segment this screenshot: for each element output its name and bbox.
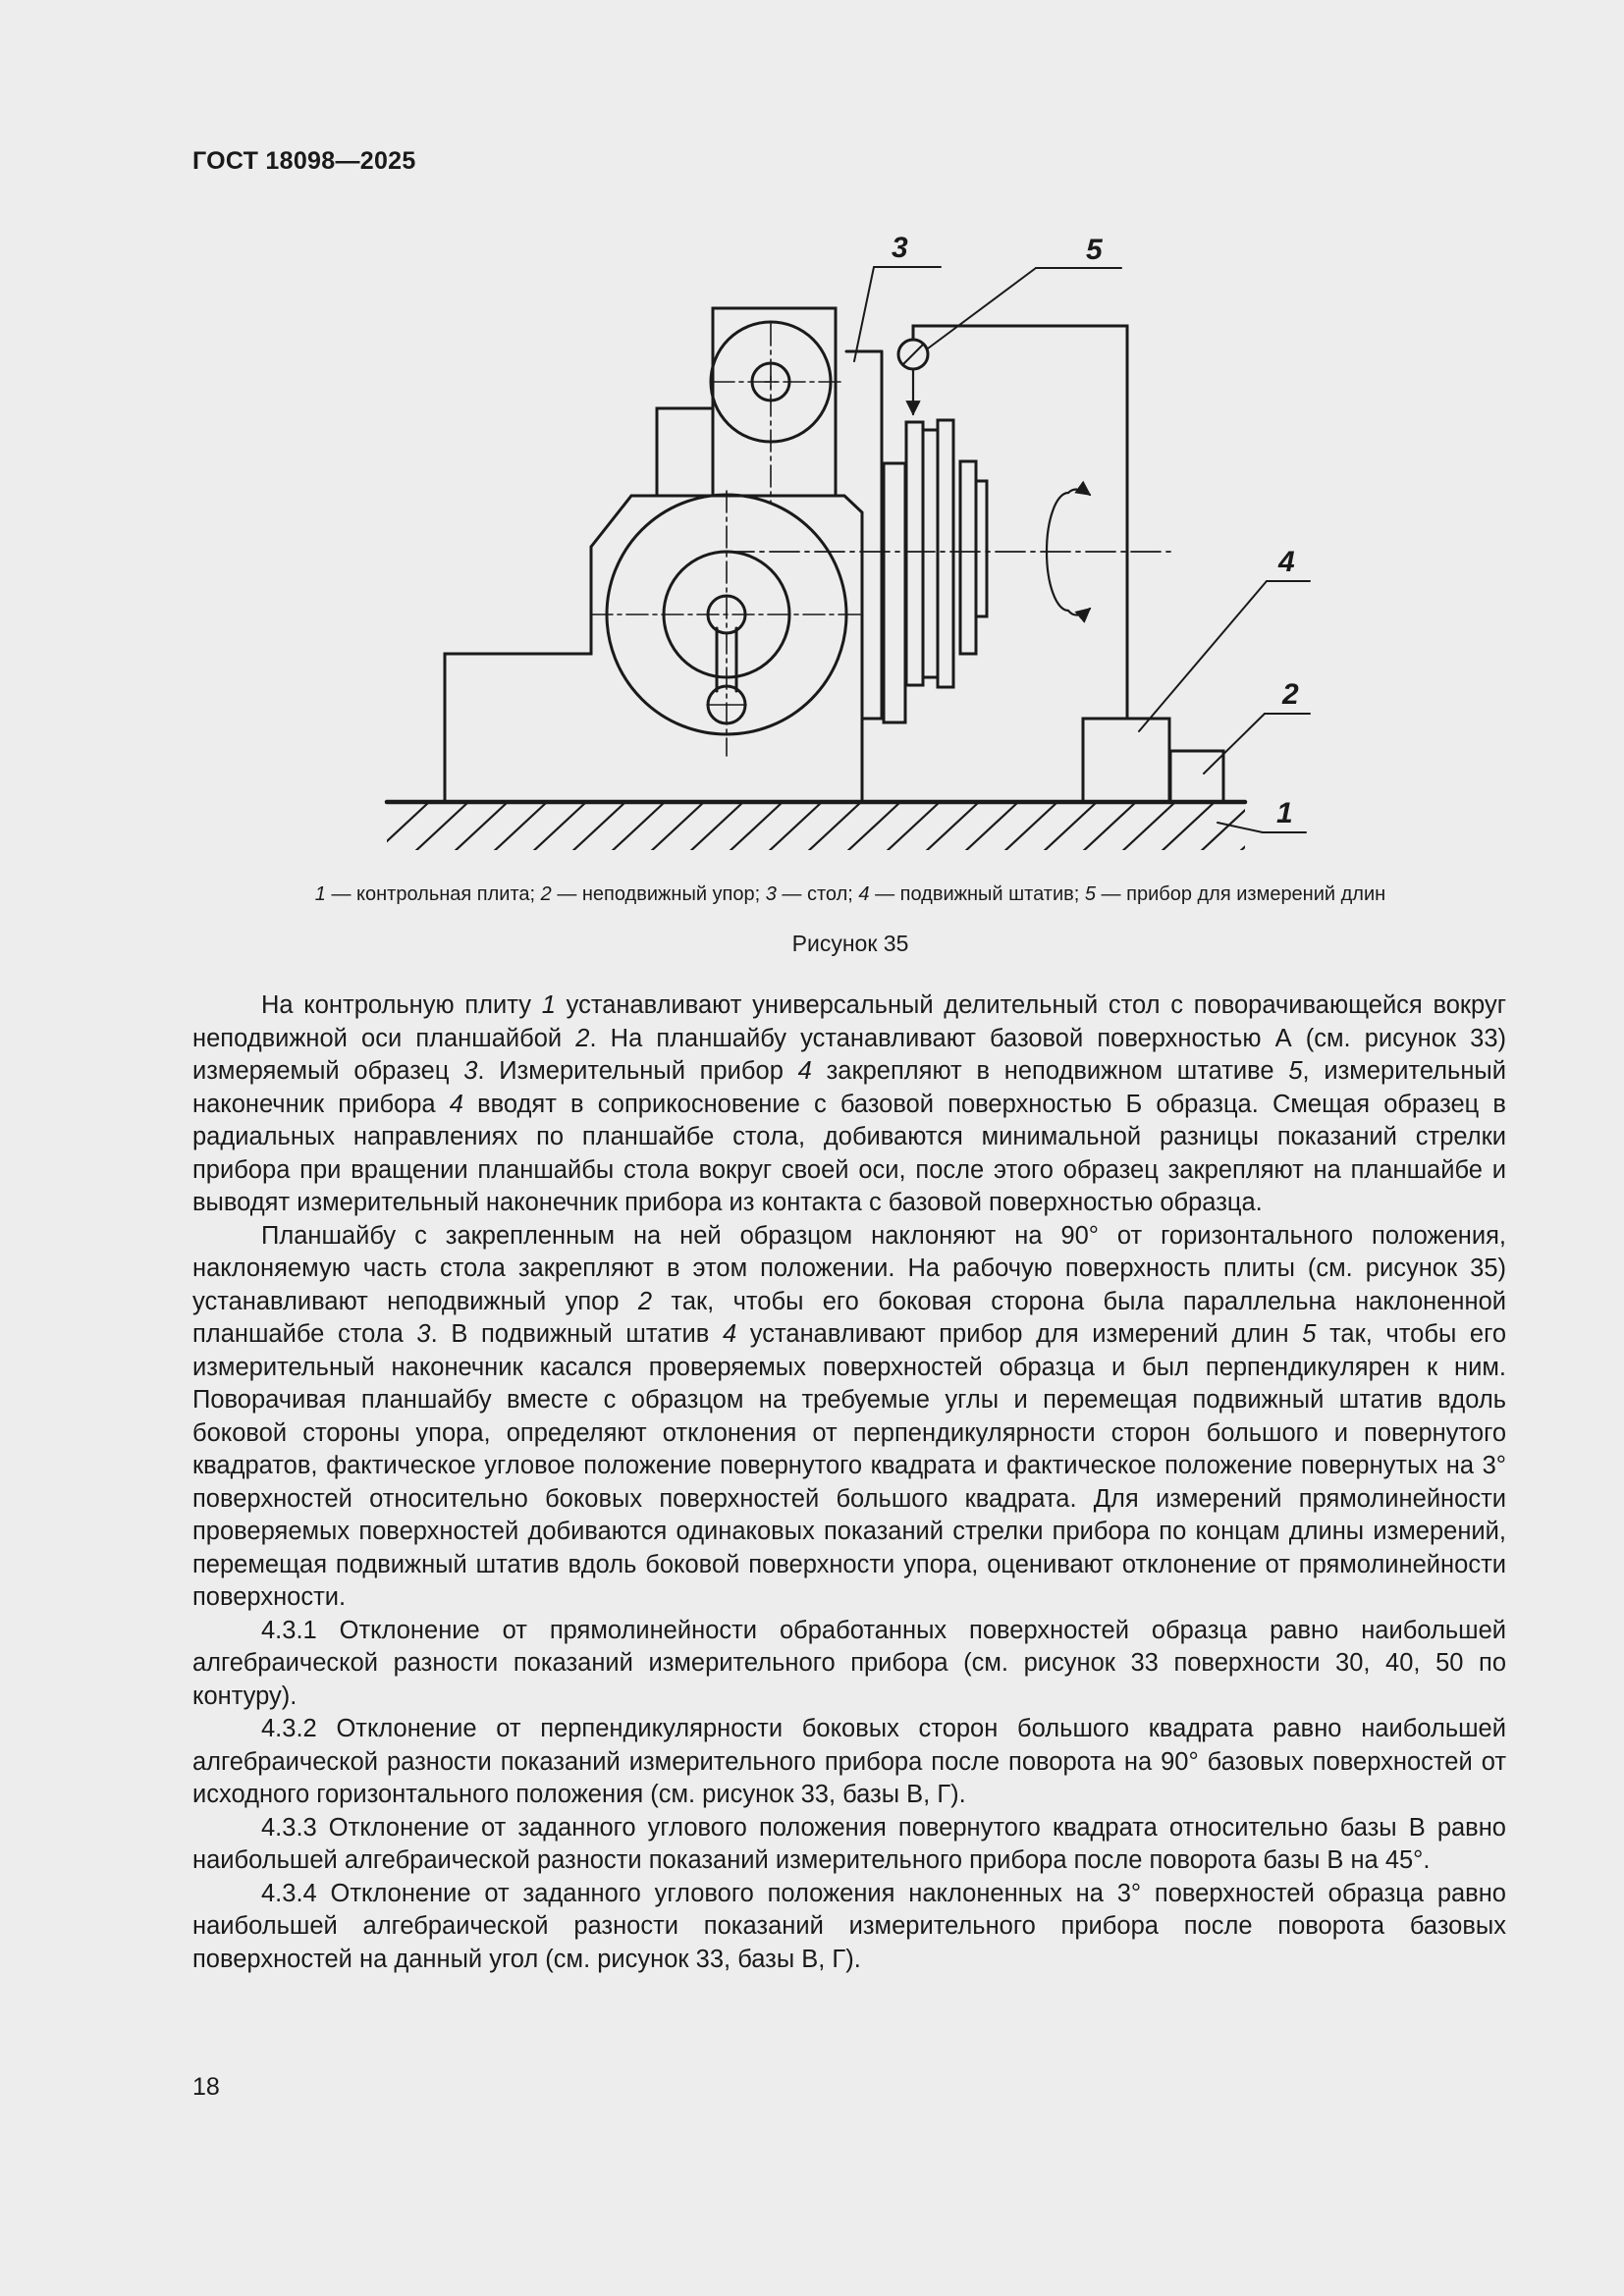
callout-5: 5: [1086, 234, 1103, 266]
legend-item: 3 — стол;: [765, 883, 859, 905]
movable-stand: [1083, 719, 1169, 802]
legend-item: 2 — неподвижный упор;: [540, 883, 766, 905]
paragraph: На контрольную плиту 1 устанавливают универсальный делительный стол с поворачивающейся вокруг неподвижной оси планшайбой 2. На планшайбу устанавливают базовой поверхностью А (см. рисунок 33) измеряемый образец 3. Измерительный прибор 4 закрепляют в неподвижном штативе 5, измерительный наконечник прибора 4 вводят в соприкосновение с базовой поверхностью Б образца. Смещая образец в радиальных направлениях по планшайбе стола, добиваются минимальной разницы показаний стрелки прибора при вращении планшайбы стола вокруг своей оси, после этого образец закрепляют на планшайбе и выводят измерительный наконечник прибора из контакта с базовой поверхностью образца.: [192, 991, 1507, 1216]
figure-caption: Рисунок 35: [791, 931, 909, 956]
control-plate: [383, 802, 1292, 854]
legend-item: 5 — прибор для измерений длин: [1084, 883, 1386, 905]
fixed-stop: [1170, 751, 1223, 802]
legend-item: 1 — контрольная плита;: [314, 883, 541, 905]
paragraph: Планшайбу с закрепленным на ней образцом наклоняют на 90° от горизонтального положения, наклоняемую часть стола закрепляют в этом положении. На рабочую поверхность плиты (см. рисунок 35) устанавливают неподвижный упор 2 так, чтобы его боковая сторона была параллельна наклоненной планшайбе стола 3. В подвижный штатив 4 устанавливают прибор для измерений длин 5 так, чтобы его измерительный наконечник касался проверяемых поверхностей образца и был перпендикулярен к ним. Поворачивая планшайбу вместе с образцом на требуемые углы и перемещая подвижный штатив вдоль боковой стороны упора, определяют отклонения от перпендикулярности сторон большого и повернутого квадратов, фактическое угловое положение повернутого квадрата и фактическое положение повернутых на 3° поверхностей относительно боковых поверхностей большого квадрата. Для измерений прямолинейности проверяемых поверхностей добиваются одинаковых показаний стрелки прибора по концам длины измерений, перемещая подвижный штатив вдоль боковой поверхности упора, оценивают отклонение от прямолинейности поверхности.: [192, 1221, 1507, 1611]
callout-4: 4: [1278, 546, 1295, 578]
figure-35-drawing: [383, 221, 1326, 869]
dividing-table: [445, 308, 1173, 802]
body-text: [192, 989, 1506, 1976]
callout-3: 3: [892, 232, 908, 264]
document-header: ГОСТ 18098—2025: [192, 147, 416, 175]
page-number: 18: [192, 2073, 220, 2101]
figure-legend: [192, 883, 1508, 906]
legend-item: 4 — подвижный штатив;: [858, 883, 1085, 905]
paragraph-4-3-4: 4.3.4 Отклонение от заданного углового положения наклоненных на 3° поверхностей образца равно наибольшей алгебраической разности показаний измерительного прибора после поворота базовых поверхностей на данный угол (см. рисунок 33, базы В, Г).: [192, 1879, 1506, 1973]
paragraph-4-3-1: 4.3.1 Отклонение от прямолинейности обработанных поверхностей образца равно наибольшей алгебраической разности показаний измерительного прибора (см. рисунок 33 поверхности 30, 40, 50 по контуру).: [192, 1616, 1506, 1710]
length-measuring-device: [898, 326, 1127, 719]
paragraph-4-3-3: 4.3.3 Отклонение от заданного углового положения повернутого квадрата относительно базы В равно наибольшей алгебраической разности показаний измерительного прибора после поворота базы В на 45°.: [192, 1813, 1506, 1874]
callout-2: 2: [1282, 678, 1299, 711]
paragraph-4-3-2: 4.3.2 Отклонение от перпендикулярности боковых сторон большого квадрата равно наибольшей алгебраической разности показаний измерительного прибора после поворота на 90° базовых поверхностей от исходного горизонтального положения (см. рисунок 33, базы В, Г).: [192, 1715, 1506, 1808]
callout-1: 1: [1276, 797, 1293, 829]
